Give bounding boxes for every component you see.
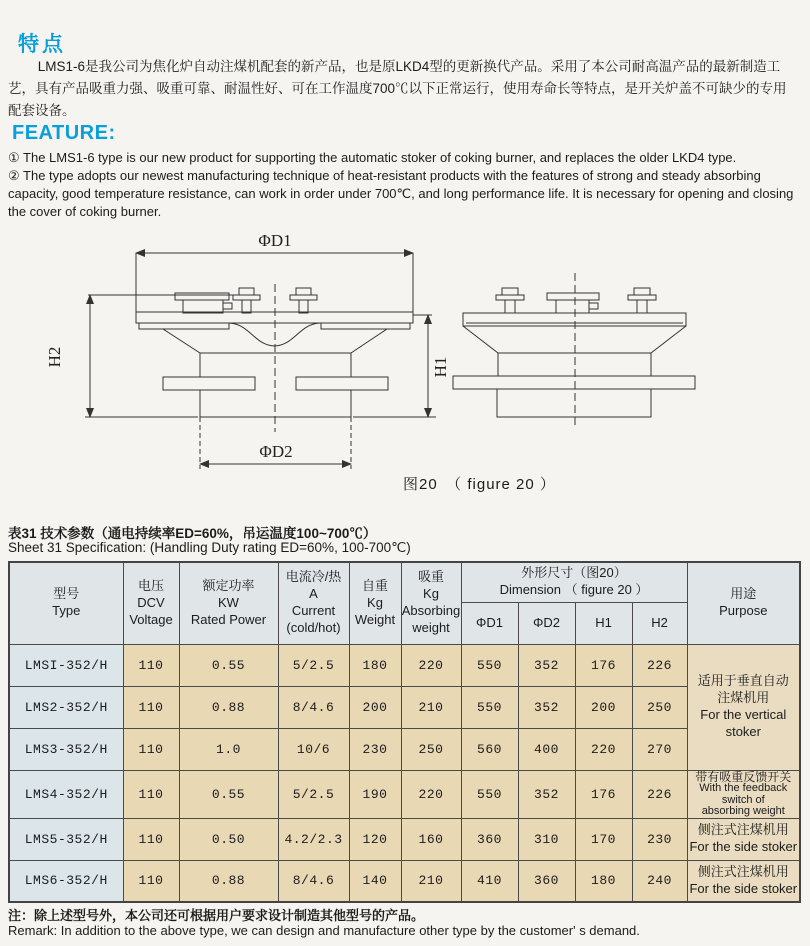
header-line: 自重: [361, 577, 388, 593]
header-line: DCV: [137, 594, 165, 610]
cell-d1: 550: [461, 686, 518, 728]
cell-d2: 400: [518, 728, 575, 770]
header-line: Kg: [423, 586, 439, 602]
header-line: weight: [412, 620, 450, 636]
cell-h2: 240: [632, 860, 687, 902]
purpose-line: For the vertical: [700, 707, 787, 722]
features-en-list: [8, 149, 804, 221]
remark-en: Remark: In addition to the above type, we can design and manufacture other type by the customer' s demand.: [8, 923, 640, 938]
purpose-line: switch of: [721, 793, 765, 806]
dim-label-h1: H1: [431, 356, 450, 378]
cell-absorb: 220: [401, 770, 461, 818]
remark-zh: 注：除上述型号外，本公司还可根据用户要求设计制造其他型号的产品。: [8, 908, 425, 923]
cell-power: 0.88: [179, 686, 278, 728]
header-line: 用途: [730, 586, 757, 602]
header-line: (cold/hot): [286, 620, 341, 636]
cell-current: 8/4.6: [278, 686, 349, 728]
header-line: Voltage: [129, 611, 173, 627]
table-row: [9, 818, 800, 860]
cell-h2: 250: [632, 686, 687, 728]
col-header-rated-power: [179, 562, 278, 644]
header-line: Absorbing: [401, 603, 461, 619]
col-header-absorbing-weight: [401, 562, 461, 644]
cell-weight: 180: [349, 644, 401, 686]
cell-d1: 360: [461, 818, 518, 860]
cell-h1: 170: [575, 818, 632, 860]
purpose-cell-feedback-switch: [687, 770, 800, 818]
cell-absorb: 250: [401, 728, 461, 770]
purpose-line: 注煤机用: [717, 690, 770, 706]
col-header-weight: [349, 562, 401, 644]
cell-type: LMSI-352/H: [9, 644, 123, 686]
cell-power: 0.55: [179, 644, 278, 686]
header-line: 吸重: [417, 569, 444, 585]
cell-d1: 550: [461, 770, 518, 818]
feature-item-1: ① The LMS1-6 type is our new product for supporting the automatic stoker of coking burner, and replaces the older LKD4 type.: [8, 150, 737, 165]
cell-h1: 176: [575, 770, 632, 818]
cell-weight: 120: [349, 818, 401, 860]
purpose-line: 侧注式注煤机用: [697, 822, 789, 838]
header-line: Purpose: [719, 603, 768, 619]
cell-power: 0.55: [179, 770, 278, 818]
purpose-line: 适用于垂直自动: [697, 673, 789, 689]
header-line: 额定功率: [202, 577, 255, 593]
table-row: [9, 860, 800, 902]
table-row: [9, 770, 800, 818]
cell-weight: 140: [349, 860, 401, 902]
purpose-line: With the feedback: [699, 782, 788, 795]
col-header-voltage: [123, 562, 179, 644]
cell-weight: 230: [349, 728, 401, 770]
header-line: 型号: [53, 586, 80, 602]
table-title-zh: 表31 技术参数（通电持续率ED=60%，吊运温度100~700℃）: [8, 526, 377, 541]
col-header-d2: ΦD2: [518, 602, 575, 644]
header-line: Dimension （ figure 20 ）: [499, 582, 649, 598]
col-header-current: [278, 562, 349, 644]
figure-caption: 图20 （ figure 20 ）: [403, 476, 556, 493]
header-line: 外形尺寸（图20）: [521, 565, 627, 581]
table-row: [9, 728, 800, 770]
table-row: [9, 644, 800, 686]
col-header-purpose: [687, 562, 800, 644]
purpose-line: For the side stoker: [689, 880, 798, 896]
col-header-h2: H2: [632, 602, 687, 644]
dim-label-h2: H2: [45, 346, 64, 368]
header-line: Type: [52, 603, 81, 619]
table-title-en: Sheet 31 Specification: (Handling Duty rating ED=60%, 100-700℃): [8, 540, 411, 555]
cell-h1: 200: [575, 686, 632, 728]
cell-absorb: 210: [401, 860, 461, 902]
cell-power: 1.0: [179, 728, 278, 770]
cell-voltage: 110: [123, 644, 179, 686]
features-zh-paragraph: LMS1-6是我公司为焦化炉自动注煤机配套的新产品，也是原LKD4型的更新换代产品。采用了本公司耐高温产品的最新制造工艺，具有产品吸重力强、吸重可靠、耐温性好、可在工作温度700℃以下正常运行，使用寿命长等特点，是开关炉盖不可缺少的专用配套设备。: [8, 59, 787, 118]
cell-absorb: 160: [401, 818, 461, 860]
purpose-cell-side-stoker: [687, 860, 800, 902]
cell-h2: 270: [632, 728, 687, 770]
header-line: 电流冷/热: [285, 569, 342, 585]
purpose-cell-vertical-stoker: [687, 644, 800, 770]
side-view: [453, 273, 695, 427]
cell-power: 0.88: [179, 860, 278, 902]
dimension-labels: [45, 231, 450, 461]
purpose-cell-side-stoker: [687, 818, 800, 860]
cell-h1: 176: [575, 644, 632, 686]
dim-label-d2: ΦD2: [259, 442, 293, 461]
cell-current: 8/4.6: [278, 860, 349, 902]
header-line: Current: [291, 603, 336, 619]
front-view: [85, 253, 436, 469]
header-line: 电压: [137, 577, 164, 593]
dim-label-d1: ΦD1: [258, 231, 292, 250]
cell-h1: 180: [575, 860, 632, 902]
feature-item-2: ② The type adopts our newest manufacturing technique of heat-resistant products with the features of strong and steady absorbing capacity, good temperature resistance, can work in order under 700℃, and long performance life. It is necessary for opening and closing the cover of coking burner.: [8, 168, 794, 219]
section-title-zh: 特点: [18, 33, 66, 56]
header-line: Weight: [354, 611, 396, 627]
col-header-d1: ΦD1: [461, 602, 518, 644]
purpose-line: For the side stoker: [689, 839, 798, 855]
cell-type: LMS4-352/H: [9, 770, 123, 818]
purpose-line: absorbing weight: [701, 805, 785, 818]
cell-absorb: 210: [401, 686, 461, 728]
cell-voltage: 110: [123, 770, 179, 818]
header-line: Kg: [367, 594, 383, 610]
cell-weight: 200: [349, 686, 401, 728]
cell-voltage: 110: [123, 860, 179, 902]
cell-d2: 352: [518, 770, 575, 818]
cell-d1: 550: [461, 644, 518, 686]
cell-d2: 360: [518, 860, 575, 902]
cell-type: LMS3-352/H: [9, 728, 123, 770]
table-row: [9, 686, 800, 728]
cell-weight: 190: [349, 770, 401, 818]
header-line: Rated Power: [190, 611, 267, 627]
cell-voltage: 110: [123, 728, 179, 770]
specification-table: [8, 561, 801, 903]
purpose-line: stoker: [725, 723, 761, 739]
cell-h2: 226: [632, 770, 687, 818]
cell-voltage: 110: [123, 686, 179, 728]
col-header-dimension: [461, 562, 687, 602]
cell-current: 5/2.5: [278, 644, 349, 686]
cell-d1: 410: [461, 860, 518, 902]
purpose-line: 带有吸重反馈开关: [695, 769, 792, 784]
section-title-en: FEATURE:: [12, 122, 116, 144]
cell-absorb: 220: [401, 644, 461, 686]
header-line: A: [309, 586, 318, 602]
cell-type: LMS2-352/H: [9, 686, 123, 728]
cell-d2: 352: [518, 644, 575, 686]
cell-h1: 220: [575, 728, 632, 770]
cell-current: 4.2/2.3: [278, 818, 349, 860]
cell-voltage: 110: [123, 818, 179, 860]
cell-d2: 310: [518, 818, 575, 860]
cell-h2: 226: [632, 644, 687, 686]
cell-type: LMS5-352/H: [9, 818, 123, 860]
technical-drawing: [0, 226, 810, 476]
cell-current: 5/2.5: [278, 770, 349, 818]
header-line: KW: [218, 594, 239, 610]
cell-d2: 352: [518, 686, 575, 728]
col-header-type: [9, 562, 123, 644]
col-header-h1: H1: [575, 602, 632, 644]
purpose-line: 侧注式注煤机用: [697, 864, 789, 880]
cell-h2: 230: [632, 818, 687, 860]
cell-type: LMS6-352/H: [9, 860, 123, 902]
cell-d1: 560: [461, 728, 518, 770]
cell-power: 0.50: [179, 818, 278, 860]
cell-current: 10/6: [278, 728, 349, 770]
